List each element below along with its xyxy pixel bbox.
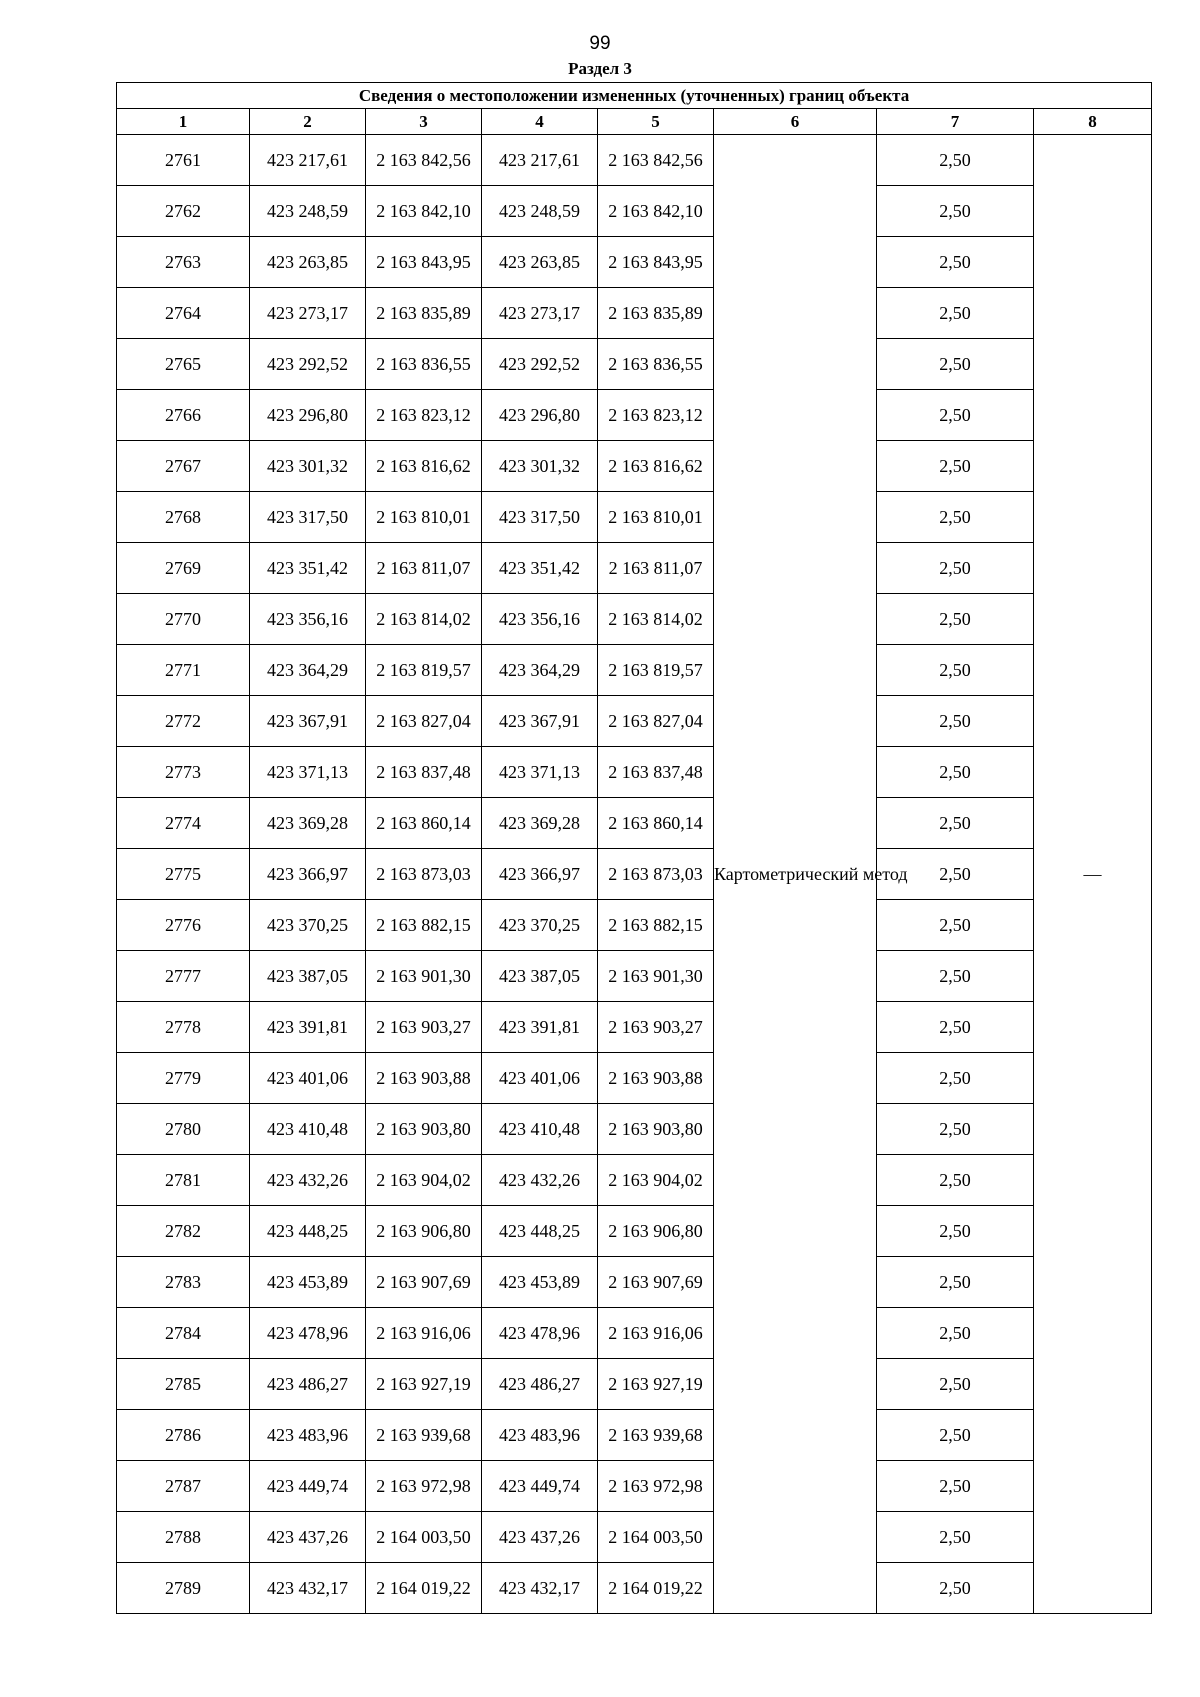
- coordinate-cell: 423 367,91: [482, 696, 598, 747]
- accuracy-cell: 2,50: [877, 288, 1034, 339]
- coordinate-cell: 2 163 903,27: [366, 1002, 482, 1053]
- coordinate-cell: 2 163 827,04: [366, 696, 482, 747]
- coordinate-cell: 2 163 882,15: [598, 900, 714, 951]
- column-number-row: [117, 109, 1152, 135]
- table-row: [117, 492, 1152, 543]
- accuracy-cell: 2,50: [877, 1104, 1034, 1155]
- coordinate-cell: 423 263,85: [482, 237, 598, 288]
- point-number-cell: 2789: [117, 1563, 250, 1614]
- coordinate-cell: 2 163 906,80: [366, 1206, 482, 1257]
- coordinate-cell: 423 351,42: [482, 543, 598, 594]
- accuracy-cell: 2,50: [877, 1053, 1034, 1104]
- coordinate-cell: 2 163 903,88: [598, 1053, 714, 1104]
- coordinate-cell: 423 437,26: [250, 1512, 366, 1563]
- accuracy-cell: 2,50: [877, 747, 1034, 798]
- column-number: 2: [250, 109, 366, 135]
- coordinate-cell: 423 448,25: [482, 1206, 598, 1257]
- coordinate-cell: 2 163 810,01: [598, 492, 714, 543]
- coordinate-cell: 423 432,26: [482, 1155, 598, 1206]
- coordinate-cell: 423 449,74: [482, 1461, 598, 1512]
- coordinate-cell: 2 164 003,50: [366, 1512, 482, 1563]
- coordinate-cell: 423 364,29: [482, 645, 598, 696]
- coordinate-cell: 423 387,05: [250, 951, 366, 1002]
- coordinate-cell: 423 448,25: [250, 1206, 366, 1257]
- coordinate-cell: 2 163 842,56: [598, 135, 714, 186]
- accuracy-cell: 2,50: [877, 900, 1034, 951]
- coordinate-cell: 2 163 837,48: [366, 747, 482, 798]
- table-row: [117, 951, 1152, 1002]
- coordinate-cell: 423 301,32: [250, 441, 366, 492]
- point-number-cell: 2777: [117, 951, 250, 1002]
- coordinate-cell: 2 163 972,98: [366, 1461, 482, 1512]
- coordinate-cell: 2 163 811,07: [366, 543, 482, 594]
- accuracy-cell: 2,50: [877, 1002, 1034, 1053]
- coordinate-cell: 423 483,96: [250, 1410, 366, 1461]
- coordinate-cell: 2 163 842,10: [598, 186, 714, 237]
- coordinate-cell: 423 273,17: [250, 288, 366, 339]
- table-row: [117, 288, 1152, 339]
- coordinate-cell: 423 301,32: [482, 441, 598, 492]
- coordinate-cell: 423 263,85: [250, 237, 366, 288]
- point-number-cell: 2770: [117, 594, 250, 645]
- table-row: [117, 1308, 1152, 1359]
- coordinate-cell: 423 248,59: [250, 186, 366, 237]
- accuracy-cell: 2,50: [877, 186, 1034, 237]
- coordinate-cell: 2 163 903,80: [598, 1104, 714, 1155]
- coordinate-cell: 423 217,61: [482, 135, 598, 186]
- point-number-cell: 2763: [117, 237, 250, 288]
- boundary-coordinates-table: [116, 82, 1152, 1614]
- coordinate-cell: 2 163 814,02: [598, 594, 714, 645]
- accuracy-cell: 2,50: [877, 237, 1034, 288]
- table-row: [117, 798, 1152, 849]
- point-number-cell: 2761: [117, 135, 250, 186]
- coordinate-cell: 423 410,48: [250, 1104, 366, 1155]
- point-number-cell: 2762: [117, 186, 250, 237]
- coordinate-cell: 2 164 003,50: [598, 1512, 714, 1563]
- coordinate-cell: 2 163 927,19: [366, 1359, 482, 1410]
- coordinate-cell: 423 292,52: [482, 339, 598, 390]
- table-row: [117, 696, 1152, 747]
- coordinate-cell: 2 163 907,69: [598, 1257, 714, 1308]
- coordinate-cell: 423 356,16: [250, 594, 366, 645]
- coordinate-cell: 2 163 842,56: [366, 135, 482, 186]
- coordinate-cell: 423 453,89: [482, 1257, 598, 1308]
- accuracy-cell: 2,50: [877, 645, 1034, 696]
- point-number-cell: 2786: [117, 1410, 250, 1461]
- coordinate-cell: 2 163 927,19: [598, 1359, 714, 1410]
- point-number-cell: 2775: [117, 849, 250, 900]
- accuracy-cell: 2,50: [877, 543, 1034, 594]
- point-number-cell: 2765: [117, 339, 250, 390]
- coordinate-cell: 423 432,26: [250, 1155, 366, 1206]
- coordinate-cell: 423 351,42: [250, 543, 366, 594]
- coordinate-cell: 423 410,48: [482, 1104, 598, 1155]
- coordinate-cell: 2 163 882,15: [366, 900, 482, 951]
- coordinate-cell: 2 163 816,62: [598, 441, 714, 492]
- page-number: 99: [589, 33, 611, 54]
- table-caption: Сведения о местоположении измененных (уточненных) границ объекта: [117, 83, 1152, 109]
- coordinate-cell: 2 163 939,68: [598, 1410, 714, 1461]
- point-number-cell: 2769: [117, 543, 250, 594]
- coordinate-cell: 2 163 906,80: [598, 1206, 714, 1257]
- column-number: 6: [714, 109, 877, 135]
- point-number-cell: 2771: [117, 645, 250, 696]
- point-number-cell: 2768: [117, 492, 250, 543]
- coordinate-cell: 423 432,17: [250, 1563, 366, 1614]
- table-row: [117, 543, 1152, 594]
- note-cell: —: [1034, 135, 1152, 1614]
- point-number-cell: 2764: [117, 288, 250, 339]
- coordinate-cell: 2 163 873,03: [366, 849, 482, 900]
- accuracy-cell: 2,50: [877, 1512, 1034, 1563]
- table-row: [117, 1461, 1152, 1512]
- section-title: Раздел 3: [568, 59, 632, 78]
- table-row: [117, 1410, 1152, 1461]
- coordinate-cell: 423 366,97: [250, 849, 366, 900]
- point-number-cell: 2783: [117, 1257, 250, 1308]
- table-row: [117, 1206, 1152, 1257]
- coordinate-cell: 423 370,25: [250, 900, 366, 951]
- column-number: 8: [1034, 109, 1152, 135]
- coordinate-cell: 2 163 836,55: [366, 339, 482, 390]
- coordinate-cell: 2 164 019,22: [598, 1563, 714, 1614]
- table-row: [117, 390, 1152, 441]
- point-number-cell: 2773: [117, 747, 250, 798]
- coordinate-cell: 423 317,50: [250, 492, 366, 543]
- accuracy-cell: 2,50: [877, 1359, 1034, 1410]
- accuracy-cell: 2,50: [877, 135, 1034, 186]
- coordinate-cell: 2 163 903,27: [598, 1002, 714, 1053]
- point-number-cell: 2785: [117, 1359, 250, 1410]
- point-number-cell: 2778: [117, 1002, 250, 1053]
- coordinate-cell: 423 371,13: [482, 747, 598, 798]
- coordinate-cell: 423 391,81: [482, 1002, 598, 1053]
- coordinate-cell: 423 367,91: [250, 696, 366, 747]
- coordinate-cell: 2 163 904,02: [598, 1155, 714, 1206]
- coordinate-cell: 2 163 901,30: [598, 951, 714, 1002]
- coordinate-cell: 423 371,13: [250, 747, 366, 798]
- accuracy-cell: 2,50: [877, 594, 1034, 645]
- accuracy-cell: 2,50: [877, 849, 1034, 900]
- table-row: [117, 186, 1152, 237]
- accuracy-cell: 2,50: [877, 441, 1034, 492]
- accuracy-cell: 2,50: [877, 1308, 1034, 1359]
- coordinate-cell: 423 369,28: [482, 798, 598, 849]
- coordinate-cell: 423 449,74: [250, 1461, 366, 1512]
- column-number: 5: [598, 109, 714, 135]
- table-row: [117, 1359, 1152, 1410]
- coordinate-cell: 423 366,97: [482, 849, 598, 900]
- coordinate-cell: 2 163 843,95: [366, 237, 482, 288]
- coordinate-cell: 423 437,26: [482, 1512, 598, 1563]
- accuracy-cell: 2,50: [877, 492, 1034, 543]
- coordinate-cell: 2 163 903,88: [366, 1053, 482, 1104]
- table-row: [117, 900, 1152, 951]
- coordinate-cell: 2 163 811,07: [598, 543, 714, 594]
- table-row: [117, 1053, 1152, 1104]
- coordinate-cell: 2 163 842,10: [366, 186, 482, 237]
- coordinate-cell: 2 163 827,04: [598, 696, 714, 747]
- coordinate-cell: 2 163 836,55: [598, 339, 714, 390]
- coordinate-cell: 2 163 835,89: [598, 288, 714, 339]
- coordinate-cell: 2 164 019,22: [366, 1563, 482, 1614]
- coordinate-cell: 423 401,06: [482, 1053, 598, 1104]
- accuracy-cell: 2,50: [877, 798, 1034, 849]
- coordinate-cell: 2 163 901,30: [366, 951, 482, 1002]
- coordinate-cell: 2 163 837,48: [598, 747, 714, 798]
- table-row: [117, 594, 1152, 645]
- coordinate-cell: 2 163 860,14: [598, 798, 714, 849]
- coordinate-cell: 423 296,80: [250, 390, 366, 441]
- coordinate-cell: 423 401,06: [250, 1053, 366, 1104]
- table-row: [117, 1002, 1152, 1053]
- column-number: 7: [877, 109, 1034, 135]
- point-number-cell: 2787: [117, 1461, 250, 1512]
- accuracy-cell: 2,50: [877, 696, 1034, 747]
- coordinate-cell: 423 317,50: [482, 492, 598, 543]
- accuracy-cell: 2,50: [877, 1410, 1034, 1461]
- table-row: [117, 339, 1152, 390]
- coordinate-cell: 2 163 810,01: [366, 492, 482, 543]
- table-body: [117, 135, 1152, 1614]
- point-number-cell: 2784: [117, 1308, 250, 1359]
- table-row: [117, 849, 1152, 900]
- coordinate-cell: 2 163 939,68: [366, 1410, 482, 1461]
- column-number: 1: [117, 109, 250, 135]
- coordinate-cell: 423 453,89: [250, 1257, 366, 1308]
- coordinate-cell: 2 163 819,57: [598, 645, 714, 696]
- table-row: [117, 1257, 1152, 1308]
- table-row: [117, 1563, 1152, 1614]
- table-row: [117, 747, 1152, 798]
- table-row: [117, 1104, 1152, 1155]
- point-number-cell: 2766: [117, 390, 250, 441]
- coordinate-cell: 423 387,05: [482, 951, 598, 1002]
- coordinate-cell: 423 486,27: [482, 1359, 598, 1410]
- coordinate-cell: 2 163 816,62: [366, 441, 482, 492]
- coordinate-cell: 2 163 904,02: [366, 1155, 482, 1206]
- point-number-cell: 2782: [117, 1206, 250, 1257]
- point-number-cell: 2772: [117, 696, 250, 747]
- accuracy-cell: 2,50: [877, 1461, 1034, 1512]
- coordinate-cell: 2 163 916,06: [366, 1308, 482, 1359]
- coordinate-cell: 2 163 823,12: [366, 390, 482, 441]
- point-number-cell: 2788: [117, 1512, 250, 1563]
- coordinate-cell: 2 163 814,02: [366, 594, 482, 645]
- table-row: [117, 1512, 1152, 1563]
- coordinate-cell: 423 432,17: [482, 1563, 598, 1614]
- coordinate-cell: 2 163 835,89: [366, 288, 482, 339]
- coordinate-cell: 423 478,96: [250, 1308, 366, 1359]
- point-number-cell: 2767: [117, 441, 250, 492]
- table-row: [117, 645, 1152, 696]
- table-row: [117, 441, 1152, 492]
- column-number: 3: [366, 109, 482, 135]
- coordinate-cell: 423 486,27: [250, 1359, 366, 1410]
- accuracy-cell: 2,50: [877, 1155, 1034, 1206]
- coordinate-cell: 2 163 819,57: [366, 645, 482, 696]
- coordinate-cell: 423 248,59: [482, 186, 598, 237]
- coordinate-cell: 423 391,81: [250, 1002, 366, 1053]
- coordinate-cell: 423 296,80: [482, 390, 598, 441]
- coordinate-cell: 2 163 972,98: [598, 1461, 714, 1512]
- coordinate-cell: 2 163 903,80: [366, 1104, 482, 1155]
- table-row: [117, 237, 1152, 288]
- accuracy-cell: 2,50: [877, 1257, 1034, 1308]
- coordinate-cell: 423 369,28: [250, 798, 366, 849]
- accuracy-cell: 2,50: [877, 1206, 1034, 1257]
- coordinate-cell: 423 478,96: [482, 1308, 598, 1359]
- accuracy-cell: 2,50: [877, 339, 1034, 390]
- coordinate-cell: 423 356,16: [482, 594, 598, 645]
- coordinate-cell: 423 273,17: [482, 288, 598, 339]
- coordinate-cell: 423 364,29: [250, 645, 366, 696]
- coordinate-cell: 2 163 907,69: [366, 1257, 482, 1308]
- coordinate-cell: 2 163 860,14: [366, 798, 482, 849]
- point-number-cell: 2780: [117, 1104, 250, 1155]
- point-number-cell: 2779: [117, 1053, 250, 1104]
- column-number: 4: [482, 109, 598, 135]
- coordinate-cell: 2 163 843,95: [598, 237, 714, 288]
- accuracy-cell: 2,50: [877, 390, 1034, 441]
- coordinate-cell: 423 217,61: [250, 135, 366, 186]
- table-row: [117, 135, 1152, 186]
- method-cell: Картометрический метод: [714, 135, 877, 1614]
- coordinate-cell: 2 163 873,03: [598, 849, 714, 900]
- coordinate-cell: 2 163 823,12: [598, 390, 714, 441]
- coordinate-cell: 423 483,96: [482, 1410, 598, 1461]
- coordinate-cell: 423 370,25: [482, 900, 598, 951]
- accuracy-cell: 2,50: [877, 1563, 1034, 1614]
- coordinate-cell: 423 292,52: [250, 339, 366, 390]
- coordinate-cell: 2 163 916,06: [598, 1308, 714, 1359]
- table-row: [117, 1155, 1152, 1206]
- accuracy-cell: 2,50: [877, 951, 1034, 1002]
- point-number-cell: 2776: [117, 900, 250, 951]
- point-number-cell: 2781: [117, 1155, 250, 1206]
- point-number-cell: 2774: [117, 798, 250, 849]
